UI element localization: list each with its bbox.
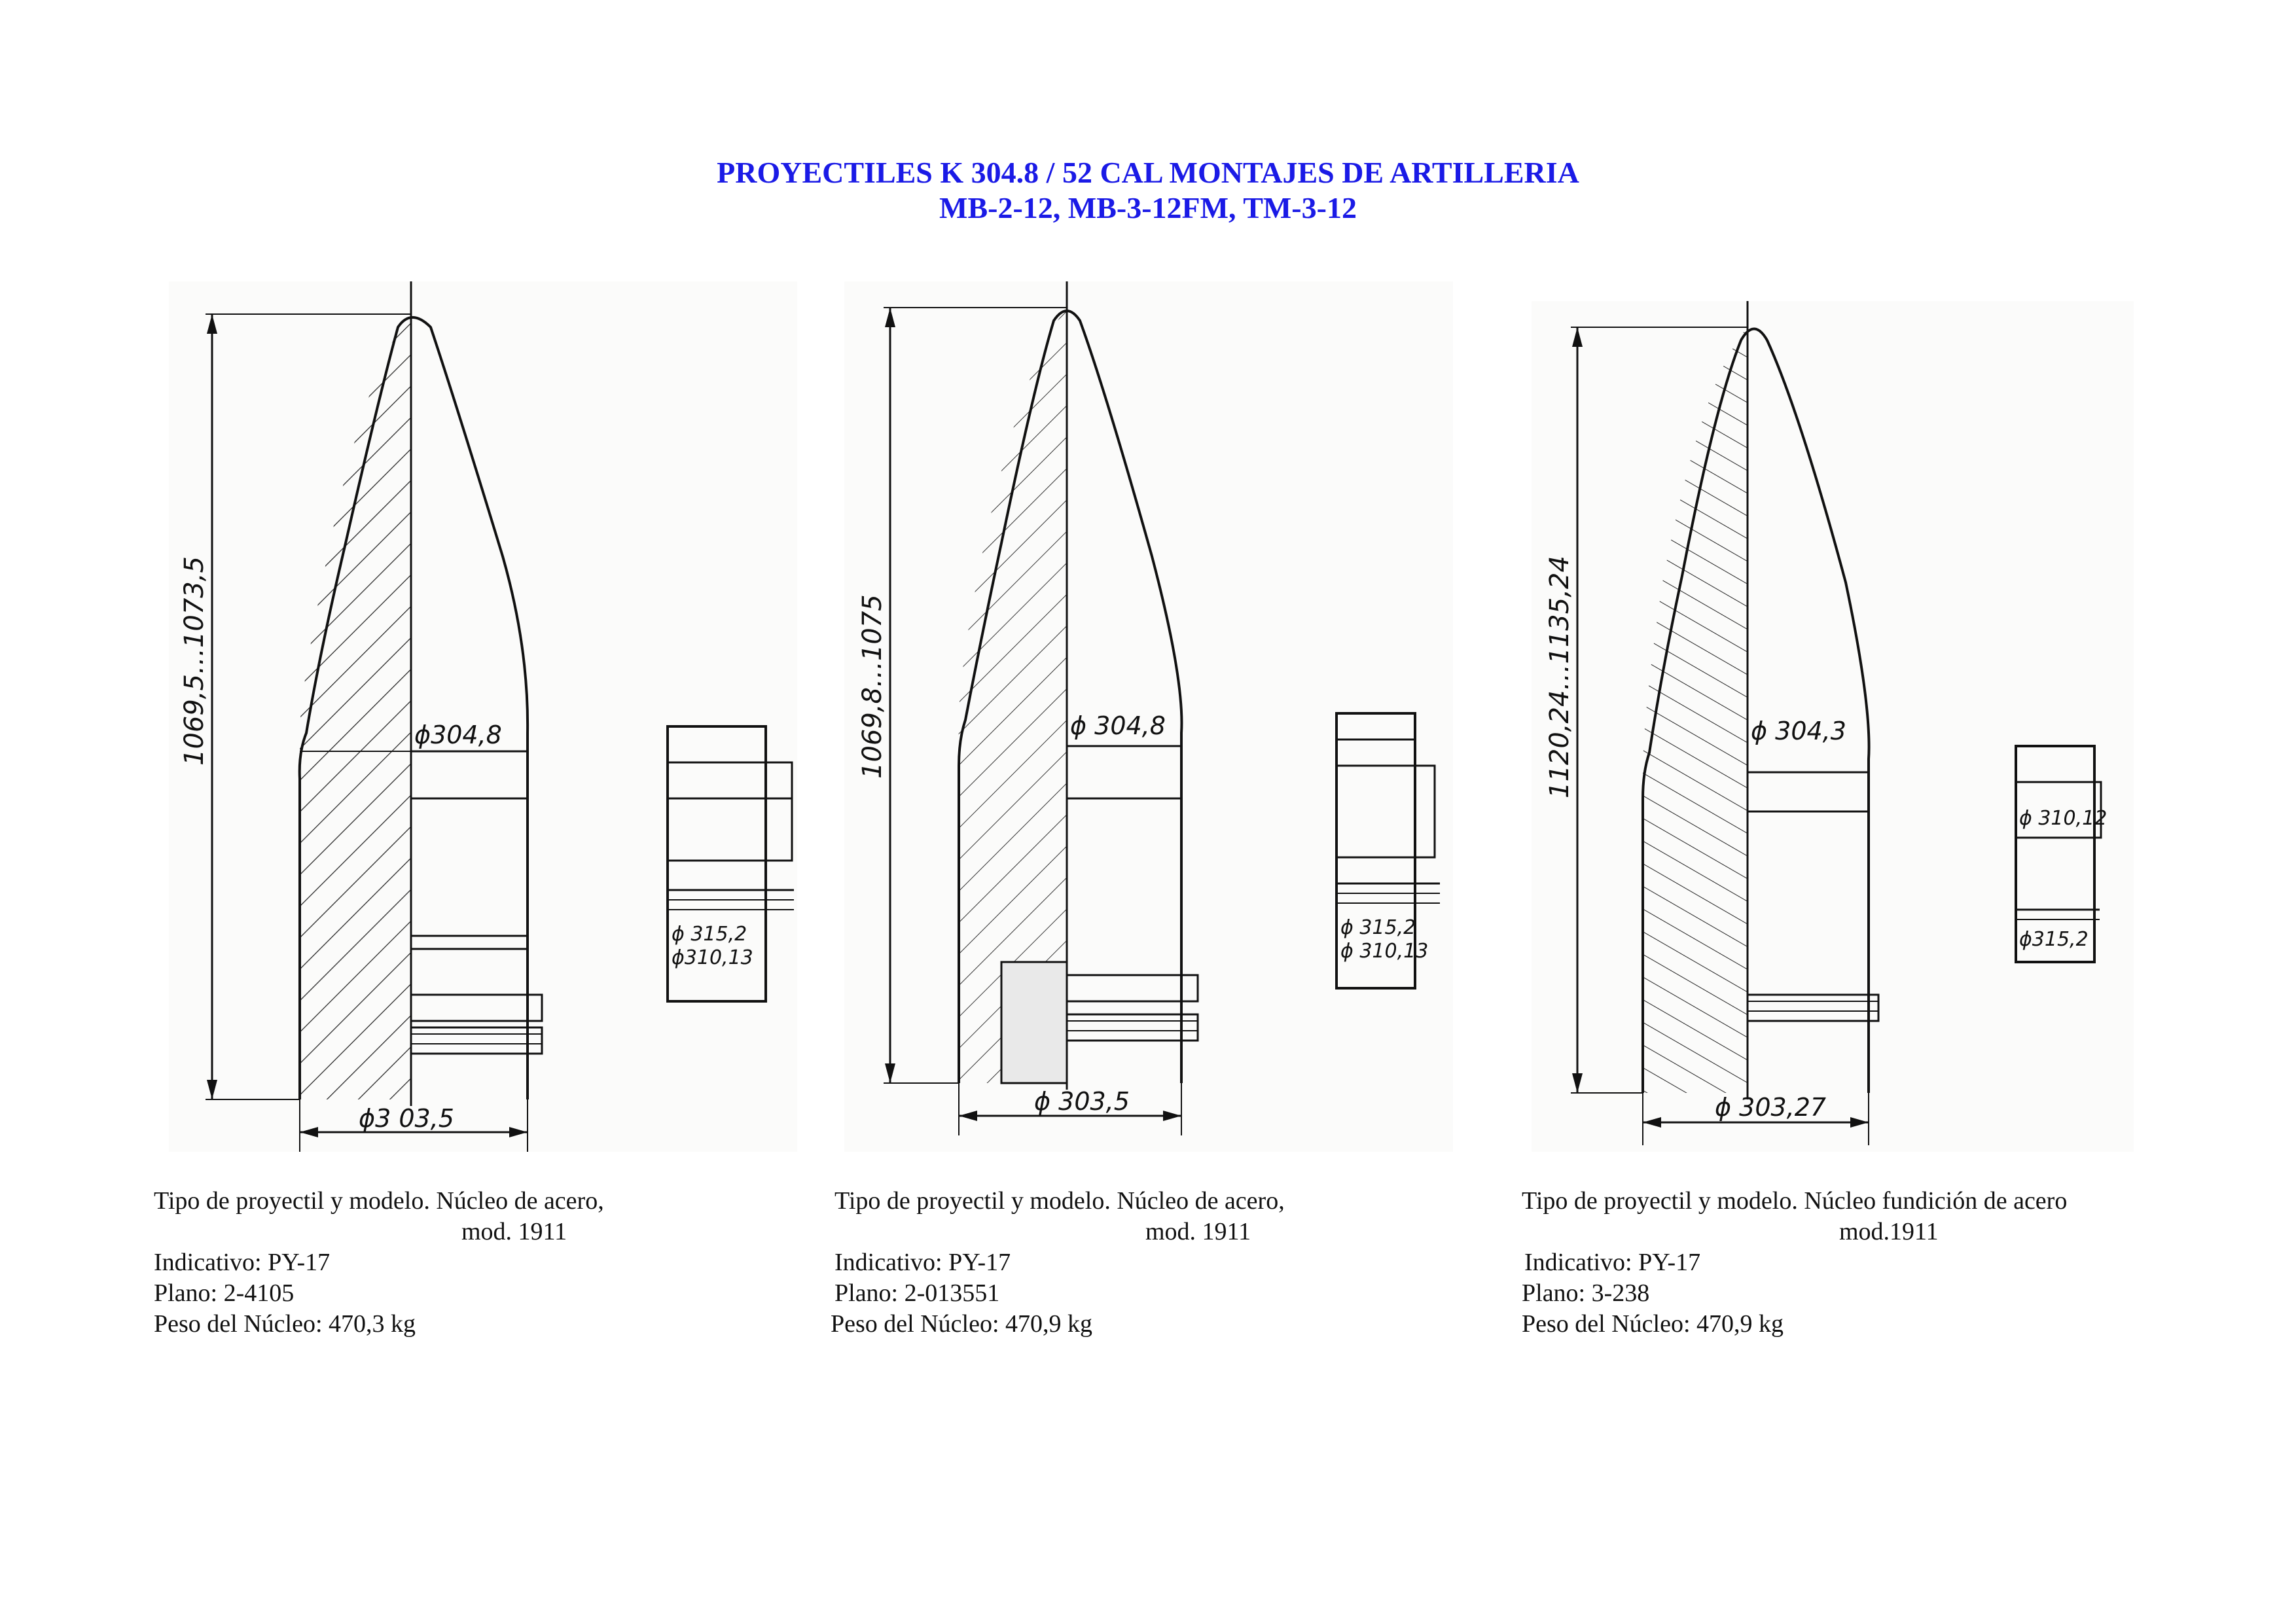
diameter-label-2: ϕ 304,8: [1070, 711, 1166, 740]
length-label-2: 1069,8…1075: [857, 594, 888, 779]
band-label-3a: ϕ 310,12: [2019, 807, 2108, 830]
projectile-caption-3: [1522, 1186, 2067, 1340]
driving-band-detail-3: [2016, 746, 2107, 962]
base-diameter-label-3: ϕ 303,27: [1715, 1093, 1827, 1122]
driving-band-detail-2: [1336, 713, 1440, 988]
projectile-caption-1: [154, 1186, 604, 1340]
section-hatch: [1643, 327, 1748, 1093]
projectile-drawing-2: [844, 281, 1453, 1152]
caption-model-2: mod. 1911: [1145, 1218, 1251, 1245]
caption-peso-1: Peso del Núcleo: 470,3 kg: [154, 1310, 416, 1338]
caption-model-3: mod.1911: [1839, 1218, 1939, 1245]
base-diameter-label-2: ϕ 303,5: [1034, 1087, 1130, 1116]
page-title-line-1: PROYECTILES K 304.8 / 52 CAL MONTAJES DE ARTILLERIA: [717, 156, 1579, 189]
base-diameter-label-1: ϕ3 03,5: [359, 1104, 454, 1133]
length-label-1: 1069,5…1073,5: [179, 556, 209, 766]
length-label-3: 1120,24…1135,24: [1545, 556, 1575, 798]
driving-band-detail-1: [668, 726, 794, 1001]
band-label-2a: ϕ 315,2: [1340, 916, 1416, 939]
caption-peso-3: Peso del Núcleo: 470,9 kg: [1522, 1310, 1784, 1338]
projectile-drawing-1: [169, 281, 797, 1152]
caption-plano-3: Plano: 3-238: [1522, 1279, 1650, 1307]
caption-type-2: Tipo de proyectil y modelo. Núcleo de acero,: [834, 1187, 1285, 1215]
caption-model-1: mod. 1911: [461, 1218, 567, 1245]
band-label-3b: ϕ315,2: [2019, 928, 2089, 951]
band-label-1a: ϕ 315,2: [672, 923, 747, 946]
projectile-drawing-3: [1532, 301, 2134, 1152]
caption-indicativo-3: Indicativo: PY-17: [1524, 1249, 1701, 1276]
section-hatch: [300, 314, 411, 1099]
band-label-1b: ϕ310,13: [672, 946, 753, 969]
band-label-2b: ϕ 310,13: [1340, 940, 1429, 963]
caption-plano-1: Plano: 2-4105: [154, 1279, 295, 1307]
diameter-label-1: ϕ304,8: [414, 721, 502, 749]
caption-type-3: Tipo de proyectil y modelo. Núcleo fundición de acero: [1522, 1187, 2068, 1215]
page-title-line-2: MB-2-12, MB-3-12FM, TM-3-12: [939, 191, 1357, 224]
caption-type-1: Tipo de proyectil y modelo. Núcleo de acero,: [154, 1187, 604, 1215]
diameter-label-3: ϕ 304,3: [1751, 717, 1846, 745]
caption-plano-2: Plano: 2-013551: [834, 1279, 1000, 1307]
projectile-caption-2: [831, 1186, 1285, 1340]
caption-indicativo-1: Indicativo: PY-17: [154, 1249, 331, 1276]
caption-indicativo-2: Indicativo: PY-17: [834, 1249, 1011, 1276]
caption-peso-2: Peso del Núcleo: 470,9 kg: [831, 1310, 1093, 1338]
